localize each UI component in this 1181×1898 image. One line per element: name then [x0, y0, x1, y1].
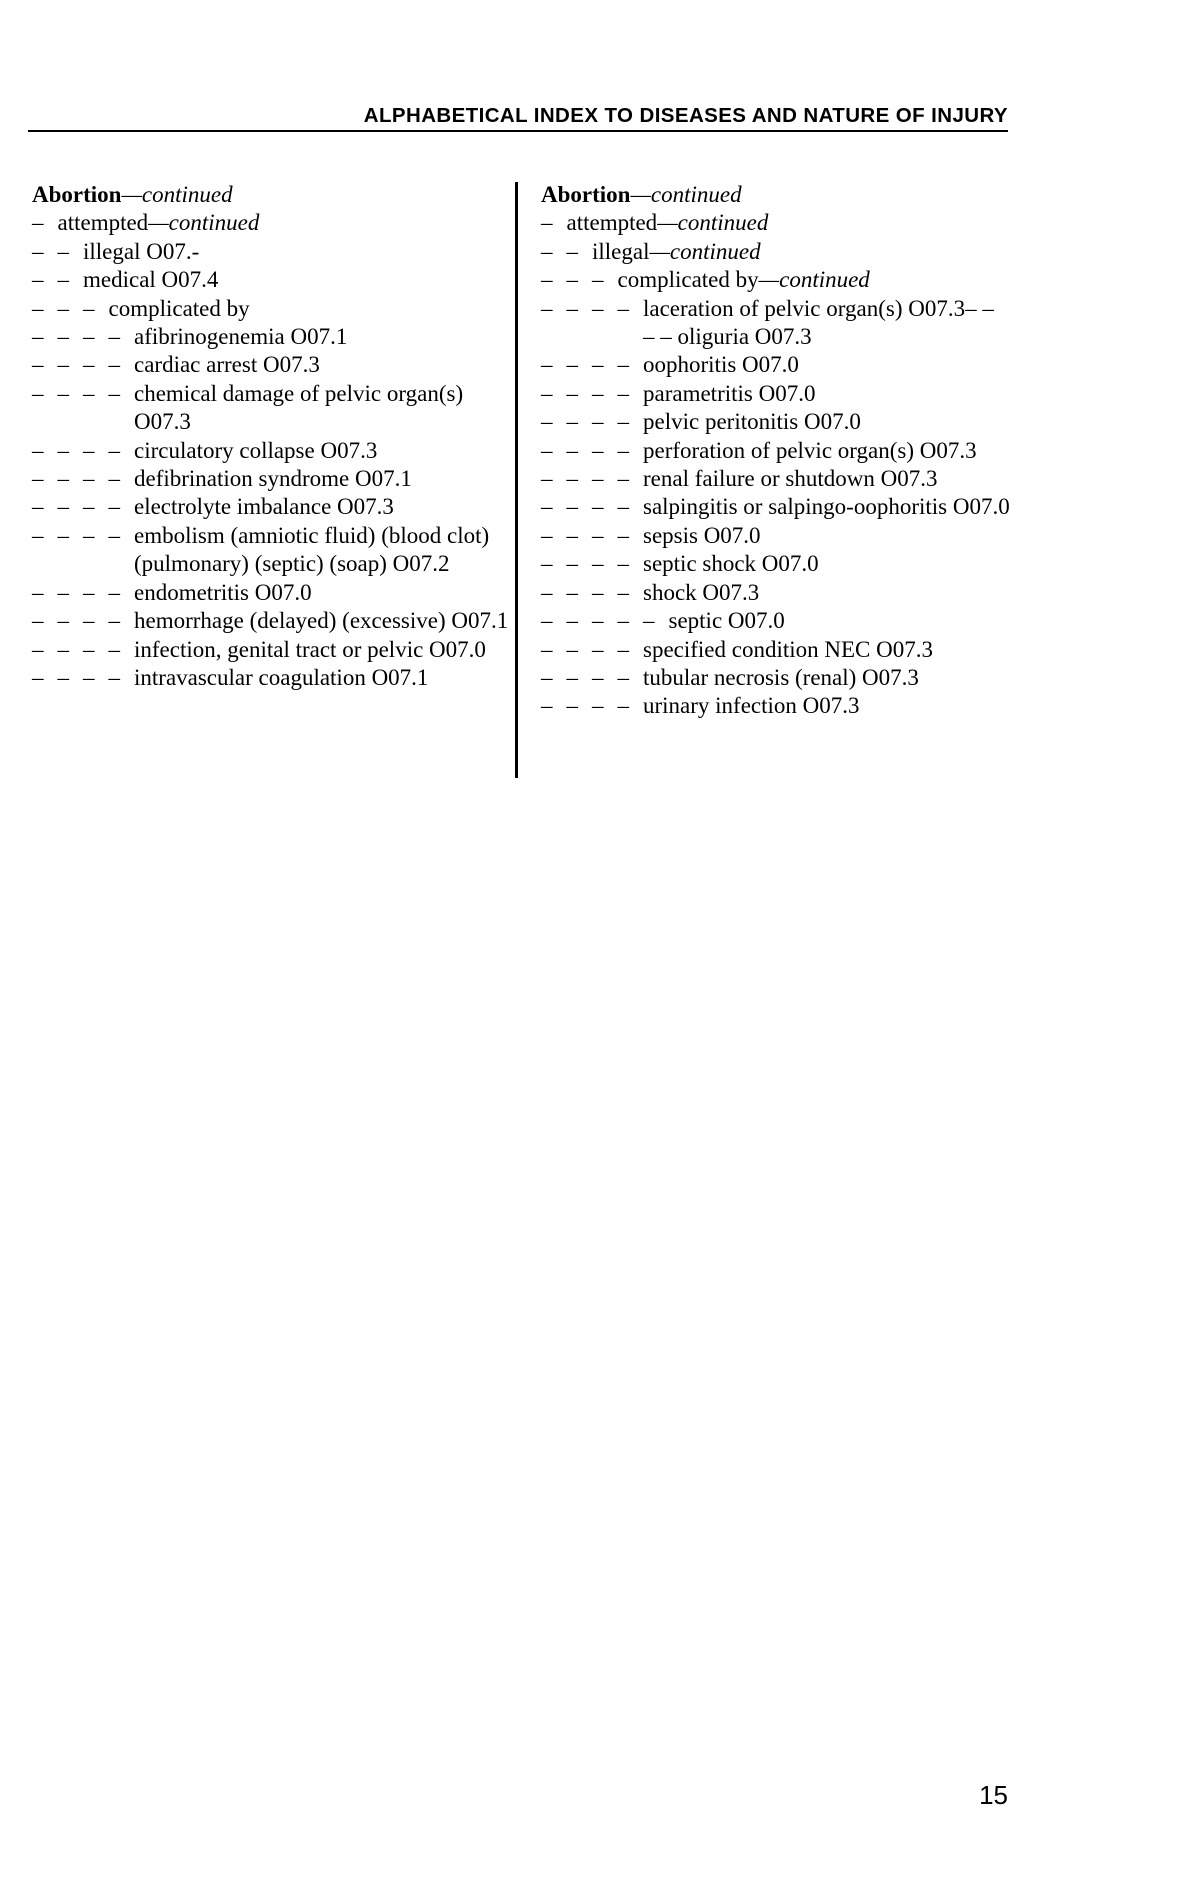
level-dashes: – – – –	[541, 693, 629, 719]
index-entry	[541, 351, 1011, 379]
level-dashes: – – – –	[541, 352, 629, 378]
continued-note: —continued	[121, 182, 233, 207]
level-dashes: – – – –	[541, 466, 629, 492]
level-dashes: – – – –	[32, 466, 120, 492]
entry-term: laceration of pelvic organ(s) O07.3– – – – oliguria O07.3	[643, 295, 994, 350]
level-dashes: – – – –	[32, 324, 120, 350]
entry-term: oophoritis O07.0	[643, 352, 799, 378]
entry-term: hemorrhage (delayed) (excessive) O07.1	[134, 608, 509, 634]
entry-term: chemical damage of pelvic organ(s) O07.3	[134, 380, 464, 435]
entry-term: electrolyte imbalance O07.3	[134, 494, 394, 520]
continued-note: —continued	[657, 210, 769, 236]
level-dashes: – – – –	[541, 494, 629, 520]
entry-term: attempted	[566, 210, 658, 236]
index-entry	[32, 636, 512, 664]
index-entry	[32, 579, 512, 607]
entry-term: attempted	[57, 210, 149, 236]
continued-note: —continued	[630, 182, 742, 207]
level-dashes: – – – –	[541, 409, 629, 435]
level-dashes: – – –	[541, 267, 604, 293]
index-entry	[32, 664, 512, 692]
index-column-right	[541, 181, 1011, 721]
entry-term: cardiac arrest O07.3	[134, 352, 320, 378]
index-entry	[541, 238, 1011, 266]
entry-term: perforation of pelvic organ(s) O07.3	[643, 437, 977, 463]
entry-term: tubular necrosis (renal) O07.3	[643, 664, 919, 690]
index-column-left	[32, 181, 512, 692]
level-dashes: – – – –	[32, 522, 120, 548]
level-dashes: – – – –	[32, 352, 120, 378]
continued-note: —continued	[148, 210, 260, 236]
level-dashes: – – –	[32, 295, 95, 321]
index-entry	[32, 493, 512, 521]
entry-term: complicated by	[617, 267, 759, 293]
level-dashes: – – – –	[32, 380, 120, 406]
index-entry	[32, 465, 512, 493]
level-dashes: – – – –	[32, 636, 120, 662]
level-dashes: – – – – –	[541, 608, 655, 634]
level-dashes: – – – –	[32, 437, 120, 463]
index-entry	[541, 209, 1011, 237]
entry-term: complicated by	[108, 295, 250, 321]
level-dashes: – –	[32, 267, 69, 293]
entry-term: urinary infection O07.3	[643, 693, 860, 719]
level-dashes: – – – –	[32, 494, 120, 520]
index-entry	[32, 437, 512, 465]
index-entry	[541, 607, 1011, 635]
index-entry	[541, 465, 1011, 493]
index-entry	[32, 522, 512, 579]
entry-term: Abortion	[32, 182, 122, 207]
level-dashes: – – – –	[541, 579, 629, 605]
entry-term: infection, genital tract or pelvic O07.0	[134, 636, 486, 662]
level-dashes: – – – –	[541, 664, 629, 690]
column-divider	[515, 182, 518, 778]
level-dashes: – – – –	[541, 636, 629, 662]
index-entry	[541, 493, 1011, 521]
level-dashes: – – – –	[541, 522, 629, 548]
entry-term: embolism (amniotic fluid) (blood clot) (pulmonary) (septic) (soap) O07.2	[134, 522, 490, 577]
index-entry	[32, 181, 512, 209]
entry-term: specified condition NEC O07.3	[643, 636, 934, 662]
entry-term: septic shock O07.0	[643, 551, 819, 577]
index-entry	[541, 408, 1011, 436]
index-entry	[541, 181, 1011, 209]
index-entry	[541, 550, 1011, 578]
entry-term: defibrination syndrome O07.1	[134, 466, 412, 492]
index-entry	[32, 295, 512, 323]
index-entry	[541, 295, 1011, 352]
index-entry	[541, 266, 1011, 294]
level-dashes: –	[32, 210, 44, 236]
index-entry	[541, 664, 1011, 692]
header-rule	[28, 130, 1008, 132]
entry-term: pelvic peritonitis O07.0	[643, 409, 861, 435]
continued-note: —continued	[649, 238, 761, 264]
index-entry	[541, 522, 1011, 550]
level-dashes: – –	[32, 238, 69, 264]
entry-term: Abortion	[541, 182, 631, 207]
entry-term: sepsis O07.0	[643, 522, 761, 548]
entry-term: circulatory collapse O07.3	[134, 437, 378, 463]
index-entry	[32, 323, 512, 351]
level-dashes: – –	[541, 238, 578, 264]
index-entry	[541, 579, 1011, 607]
index-entry	[541, 636, 1011, 664]
entry-term: renal failure or shutdown O07.3	[643, 466, 938, 492]
index-entry	[32, 238, 512, 266]
index-entry	[32, 607, 512, 635]
index-entry	[32, 380, 512, 437]
level-dashes: – – – –	[541, 551, 629, 577]
level-dashes: – – – –	[541, 380, 629, 406]
index-entry	[541, 380, 1011, 408]
level-dashes: – – – –	[541, 437, 629, 463]
entry-term: salpingitis or salpingo-oophoritis O07.0	[643, 494, 1010, 520]
entry-term: medical O07.4	[83, 267, 219, 293]
entry-term: septic O07.0	[668, 608, 785, 634]
entry-term: illegal	[592, 238, 650, 264]
index-entry	[541, 437, 1011, 465]
index-entry	[32, 351, 512, 379]
level-dashes: – – – –	[32, 579, 120, 605]
entry-term: intravascular coagulation O07.1	[134, 664, 429, 690]
index-entry	[32, 266, 512, 294]
level-dashes: –	[541, 210, 553, 236]
entry-term: endometritis O07.0	[134, 579, 312, 605]
entry-term: shock O07.3	[643, 579, 760, 605]
entry-term: illegal O07.-	[83, 238, 200, 264]
entry-term: parametritis O07.0	[643, 380, 816, 406]
level-dashes: – – – –	[32, 664, 120, 690]
entry-term: afibrinogenemia O07.1	[134, 324, 348, 350]
level-dashes: – – – –	[541, 295, 629, 321]
page-number: 15	[979, 1780, 1008, 1810]
running-header: ALPHABETICAL INDEX TO DISEASES AND NATURE OF INJURY	[363, 104, 1008, 127]
index-entry	[541, 692, 1011, 720]
level-dashes: – – – –	[32, 608, 120, 634]
index-entry	[32, 209, 512, 237]
continued-note: —continued	[758, 267, 870, 293]
